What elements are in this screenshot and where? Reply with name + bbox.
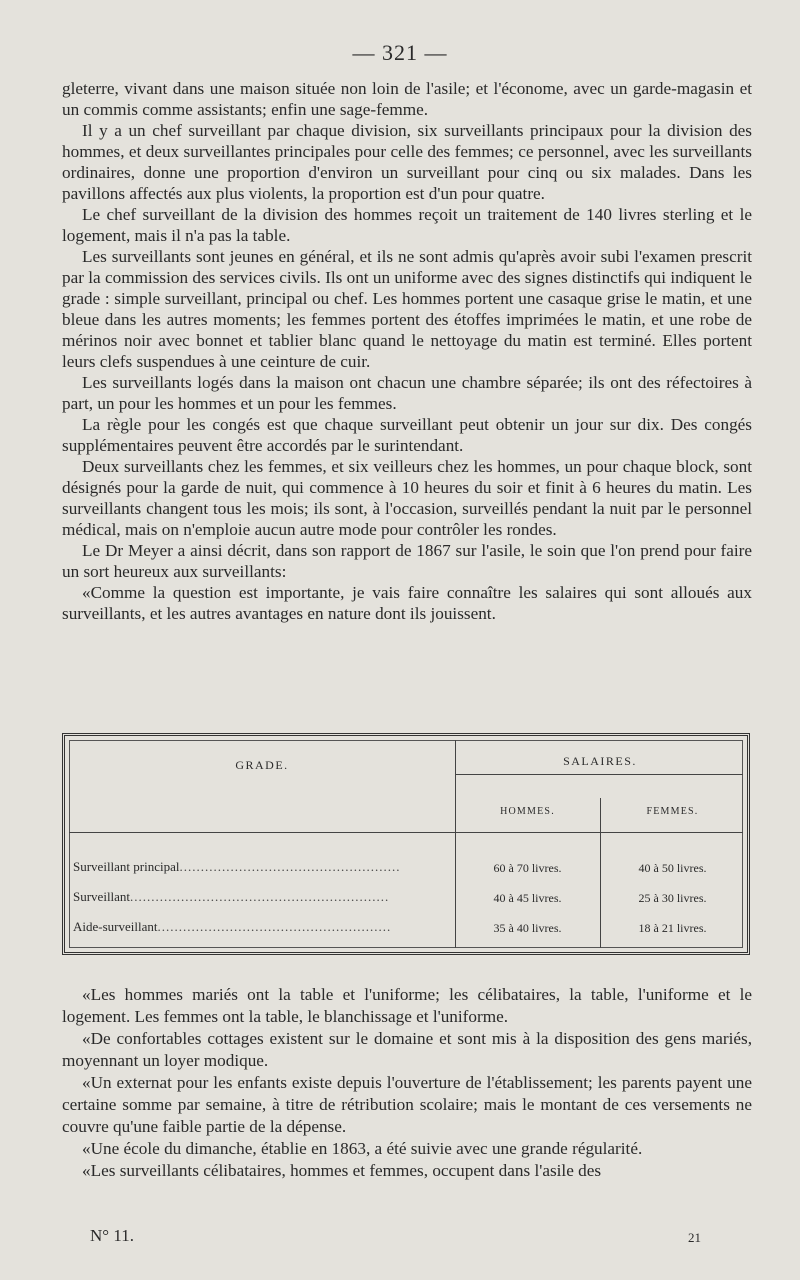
paragraph: «Un externat pour les enfants existe depuis l'ouverture de l'établissement; les parents payent une certaine somme par semaine, à titre de rétribution scolaire; mais le montant de ces versements ne couvre qu'une faible partie de la dépense. — [62, 1073, 752, 1136]
paragraph: «De confortables cottages existent sur le domaine et sont mis à la disposition des gens mariés, moyennant un loyer modique. — [62, 1029, 752, 1070]
header-grade: GRADE. — [235, 758, 289, 772]
table-cell-femmes: 25 à 30 livres. — [638, 891, 707, 905]
table-cell-femmes: 18 à 21 livres. — [638, 921, 707, 935]
paragraph: Le chef surveillant de la division des hommes reçoit un traitement de 140 livres sterling et le logement, mais il n'a pas la table. — [62, 205, 752, 245]
paragraph: Deux surveillants chez les femmes, et six veilleurs chez les hommes, un pour chaque block, sont désignés pour la garde de nuit, qui commence à 10 heures du soir et finit à 6 heures du matin. Les surveillants changent tous les mois; ils sont, à l'occasion, surveillés pendant la nuit par le personnel médical, mais on n'emploie aucun autre mode pour contrôler les rondes. — [62, 457, 752, 539]
bottom-text-block — [62, 984, 752, 1182]
paragraph: Les surveillants sont jeunes en général, et ils ne sont admis qu'après avoir subi l'examen prescrit par la commission des services civils. Ils ont un uniforme avec des signes distinctifs qui indiquent le grade : simple surveillant, principal ou chef. Les hommes portent une casaque grise le matin, et une bleue dans les autres moments; les femmes portent des étoffes imprimées le matin, et une robe de mérinos noir avec bonnet et tablier blanc quand le nettoyage du matin est terminé. Elles portent leurs clefs suspendues à une ceinture de cuir. — [62, 247, 752, 371]
page-number: — 321 — — [352, 40, 448, 65]
paragraph: «Comme la question est importante, je vais faire connaître les salaires qui sont alloués aux surveillants, et les autres avantages en nature dont ils jouissent. — [62, 583, 752, 623]
paragraph: La règle pour les congés est que chaque surveillant peut obtenir un jour sur dix. Des congés supplémentaires peuvent être accordés par le surintendant. — [62, 415, 752, 455]
salary-table — [62, 733, 750, 955]
table-row-grade: Surveillant principal.................................................... — [73, 859, 401, 874]
top-text-block — [62, 78, 752, 624]
table-cell-hommes: 35 à 40 livres. — [493, 921, 562, 935]
paragraph: Le Dr Meyer a ainsi décrit, dans son rapport de 1867 sur l'asile, le soin que l'on prend pour faire un sort heureux aux surveillants: — [62, 541, 752, 581]
table-cell-hommes: 60 à 70 livres. — [493, 861, 562, 875]
signature-mark: N° 11. — [90, 1226, 134, 1245]
paragraph: Il y a un chef surveillant par chaque division, six surveillants principaux pour la division des hommes, et deux surveillantes principales pour celle des femmes; ce personnel, avec les surveillants ordinaires, donne une proportion d'environ un surveillant pour cinq ou six malades. Dans les pavillons affectés aux plus violents, la proportion est d'un pour quatre. — [62, 121, 752, 203]
paragraph: Les surveillants logés dans la maison ont chacun une chambre séparée; ils ont des réfectoires à part, un pour les hommes et un pour les femmes. — [62, 373, 752, 413]
column-divider — [455, 740, 456, 948]
paragraph: «Une école du dimanche, établie en 1863, a été suivie avec une grande régularité. — [82, 1139, 643, 1158]
paragraph: gleterre, vivant dans une maison située non loin de l'asile; et l'économe, avec un garde-magasin et un commis comme assistants; enfin une sage-femme. — [62, 79, 752, 119]
header-rule — [455, 774, 743, 775]
table-row-grade: Aide-surveillant....................................................... — [73, 919, 392, 934]
table-cell-hommes: 40 à 45 livres. — [493, 891, 562, 905]
table-cell-femmes: 40 à 50 livres. — [638, 861, 707, 875]
header-hommes: HOMMES. — [500, 806, 555, 817]
sheet-number: 21 — [688, 1230, 701, 1245]
header-salaires: SALAIRES. — [563, 754, 637, 768]
paragraph: «Les surveillants célibataires, hommes et femmes, occupent dans l'asile des — [82, 1161, 602, 1180]
header-femmes: FEMMES. — [646, 806, 699, 817]
header-rule — [69, 832, 743, 833]
paragraph: «Les hommes mariés ont la table et l'uniforme; les célibataires, la table, l'uniforme et le logement. Les femmes ont la table, le blanchissage et l'uniforme. — [62, 985, 752, 1026]
table-row-grade: Surveillant............................................................. — [73, 889, 390, 904]
